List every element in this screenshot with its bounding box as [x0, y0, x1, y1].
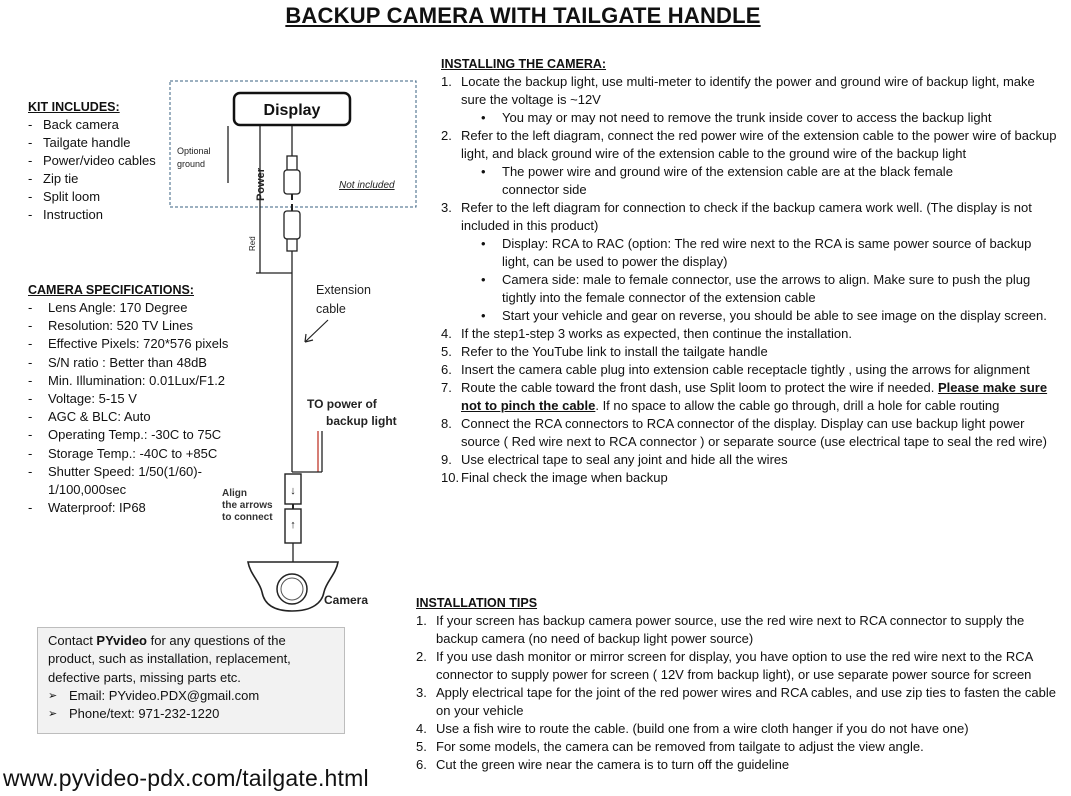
tip-text: For some models, the camera can be removed from tailgate to adjust the view angle. [436, 739, 924, 754]
step-item: 8. Connect the RCA connectors to RCA connector of the display. Display can use backup light power source ( Red wire next to RCA connector ) or separate source (use electrical tape to seal the red wire) [441, 416, 1047, 449]
step-item: 4. If the step1-step 3 works as expected, then continue the installation. [441, 326, 852, 341]
step-text: Locate the backup light, use multi-meter to identify the power and ground wire of backup light, make sure the voltage is ~12V [461, 74, 1035, 107]
step-text: . If no space to allow the cable go through, drill a hole for cable routing [595, 398, 1000, 413]
contact-line1 [48, 632, 336, 650]
contact-pre: Contact [48, 633, 97, 648]
contact-phone-item [48, 705, 336, 723]
spec-item: - S/N ratio : Better than 48dB [28, 354, 263, 372]
kit-section [28, 98, 178, 224]
tip-item: 4. Use a fish wire to route the cable. (build one from a wire cloth hanger if you do not have one) [416, 721, 969, 736]
optional-ground-label-2: ground [177, 159, 206, 169]
step-bullet: • Start your vehicle and gear on reverse, you should be able to see image on the display screen. [461, 307, 1059, 325]
align-connector-lower [285, 509, 301, 543]
page-title: BACKUP CAMERA WITH TAILGATE HANDLE [285, 3, 761, 28]
tip-item: 6. Cut the green wire near the camera is to turn off the guideline [416, 757, 790, 772]
tip-text: Cut the green wire near the camera is to turn off the guideline [436, 757, 790, 772]
kit-item: - Split loom [28, 188, 178, 206]
contact-line3: defective parts, missing parts etc. [48, 669, 241, 685]
red-wire-label: Red [248, 236, 257, 251]
display-label: Display [263, 102, 321, 119]
kit-item: - Tailgate handle [28, 134, 178, 152]
step-text: If the step1-step 3 works as expected, then continue the installation. [461, 326, 852, 341]
step-bullet: • The power wire and ground wire of the extension cable are at the black female connector side [461, 163, 1059, 199]
tips-list [416, 612, 1069, 774]
svg-text:↑: ↑ [290, 519, 296, 531]
tip-text: If your screen has backup camera power source, use the red wire next to RCA connector to supply the backup camera (no need of backup light power source) [436, 613, 1025, 646]
contact-brand: PYvideo [96, 633, 147, 648]
spec-item: - Waterproof: IP68 [28, 499, 263, 517]
wiring-diagram [160, 76, 422, 616]
tip-item: 2. If you use dash monitor or mirror screen for display, you have option to use the red wire next to the RCA connector to supply power for screen ( 12V from backup light), or use separate power source for screen [416, 649, 1033, 682]
align-label-2: the arrows [222, 500, 273, 511]
step-text: Use electrical tape to seal any joint and hide all the wires [461, 452, 788, 467]
arrow-bullet-icon: ➢ [48, 689, 58, 702]
kit-list [28, 116, 178, 224]
to-power-label-2: backup light [326, 414, 397, 428]
installing-steps [441, 73, 1059, 487]
optional-ground-label: Optional [177, 146, 211, 156]
step-text: Insert the camera cable plug into extension cable receptacle tightly , using the arrows for alignment [461, 362, 1030, 377]
contact-post: for any questions of the [147, 633, 286, 648]
kit-item: - Zip tie [28, 170, 178, 188]
extension-label-2: cable [316, 302, 346, 316]
step-text: Refer to the left diagram, connect the red power wire of the extension cable to the power wire of backup light, and black ground wire of the extension cable to the ground wire of the backup light [461, 128, 1057, 161]
spec-shutter-line2: 1/100,000sec [48, 482, 127, 498]
extension-pointer [305, 320, 328, 342]
tip-text: Apply electrical tape for the joint of the red power wires and RCA cables, and use zip ties to fasten the cable on your vehicle [436, 685, 1057, 718]
svg-text:↓: ↓ [290, 485, 296, 497]
step-item: 6. Insert the camera cable plug into extension cable receptacle tightly , using the arrows for alignment [441, 362, 1030, 377]
spec-item: - Min. Illumination: 0.01Lux/F1.2 [28, 372, 263, 390]
align-label-3: to connect [222, 512, 273, 523]
tips-section [416, 594, 1069, 774]
step-item: 3. Refer to the left diagram for connection to check if the backup camera work well. (The display is not included in this product) • Display: RCA to RAC (option: The red wire next to the RCA is same power source of backup light, can be used to power the display) • Camera side: male to female connector, use the arrows to align. Make sure to push the plug tightly into the female connector of the extension cable • Start your vehicle and gear on reverse, you should be able to see image on the display screen. [441, 199, 1059, 325]
rca-connector-female-icon [284, 204, 300, 251]
camera-label: Camera [324, 593, 369, 607]
spec-item: - Effective Pixels: 720*576 pixels [28, 335, 263, 353]
contact-line2: product, such as installation, replacement, [48, 651, 291, 667]
align-connector-upper [285, 474, 301, 504]
kit-heading: KIT INCLUDES: [28, 100, 120, 114]
step-text: Refer to the YouTube link to install the tailgate handle [461, 344, 768, 359]
spec-item: - Resolution: 520 TV Lines [28, 317, 263, 335]
not-included-label: Not included [339, 180, 395, 191]
spec-item: - Lens Angle: 170 Degree [28, 299, 263, 317]
spec-item: - Operating Temp.: -30C to 75C [28, 426, 263, 444]
contact-box [37, 627, 345, 734]
step-item: 9. Use electrical tape to seal any joint and hide all the wires [441, 452, 788, 467]
step-bullet: • Camera side: male to female connector, use the arrows to align. Make sure to push the plug tightly into the female connector of the extension cable [461, 271, 1059, 307]
specs-heading: CAMERA SPECIFICATIONS: [28, 283, 194, 297]
tip-item: 5. For some models, the camera can be removed from tailgate to adjust the view angle. [416, 739, 924, 754]
installing-heading: INSTALLING THE CAMERA: [441, 57, 607, 71]
spec-item: - Storage Temp.: -40C to +85C [28, 445, 263, 463]
contact-email-item [48, 687, 336, 705]
step-item: 10. Final check the image when backup [441, 470, 668, 485]
step-item: 7. Route the cable toward the front dash, use Split loom to protect the wire if needed. Please make sure not to pinch the cable. If no space to allow the cable go through, drill a hole for cable routing [441, 380, 1048, 413]
contact-phone: Phone/text: 971-232-1220 [69, 706, 220, 722]
step-text: Final check the image when backup [461, 470, 668, 485]
spec-item: - Voltage: 5-15 V [28, 390, 263, 408]
spec-shutter-line1: Shutter Speed: 1/50(1/60)- [48, 463, 202, 479]
rca-connector-male-icon [284, 156, 300, 200]
step-item: 2. Refer to the left diagram, connect the red power wire of the extension cable to the power wire of backup light, and black ground wire of the extension cable to the ground wire of the backup light • The power wire and ground wire of the extension cable are at the black female connector side [441, 127, 1059, 199]
extension-label: Extension [316, 283, 371, 297]
installing-section [441, 55, 1059, 487]
arrow-bullet-icon: ➢ [48, 708, 58, 721]
spec-item: - AGC & BLC: Auto [28, 408, 263, 426]
step-text: Refer to the left diagram for connection to check if the backup camera work well. (The display is not included in this product) [461, 200, 1032, 233]
power-label: Power [255, 167, 267, 201]
align-label: Align [222, 488, 247, 499]
tips-heading: INSTALLATION TIPS [416, 596, 538, 610]
step-bullet: • Display: RCA to RAC (option: The red wire next to the RCA is same power source of backup light, can be used to power the display) [461, 235, 1059, 271]
step-item: 1. Locate the backup light, use multi-meter to identify the power and ground wire of backup light, make sure the voltage is ~12V • You may or may not need to remove the trunk inside cover to access the backup light [441, 73, 1059, 127]
step-bullet: • You may or may not need to remove the trunk inside cover to access the backup light [461, 109, 1059, 127]
kit-item: - Instruction [28, 206, 178, 224]
tip-item: 3. Apply electrical tape for the joint of the red power wires and RCA cables, and use zip ties to fasten the cable on your vehicle [416, 685, 1057, 718]
step-warning: Please make sure not to pinch the cable [461, 380, 1048, 413]
website-link[interactable]: www.pyvideo-pdx.com/tailgate.html [3, 765, 369, 791]
step-text: Connect the RCA connectors to RCA connector of the display. Display can use backup light power source ( Red wire next to RCA connector ) or separate source (use electrical tape to seal the red wire) [461, 416, 1047, 449]
contact-email[interactable]: Email: PYvideo.PDX@gmail.com [69, 687, 260, 703]
tip-text: Use a fish wire to route the cable. (build one from a wire cloth hanger if you do not have one) [436, 721, 969, 736]
tip-text: If you use dash monitor or mirror screen for display, you have option to use the red wire next to the RCA connector to supply power for screen ( 12V from backup light), or use separate power source for screen [436, 649, 1033, 682]
to-power-label: TO power of [307, 397, 377, 411]
step-item: 5. Refer to the YouTube link to install the tailgate handle [441, 344, 768, 359]
tip-item: 1. If your screen has backup camera power source, use the red wire next to RCA connector to supply the backup camera (no need of backup light power source) [416, 613, 1025, 646]
step-text: Route the cable toward the front dash, use Split loom to protect the wire if needed. [461, 380, 938, 395]
kit-item: - Back camera [28, 116, 178, 134]
kit-item: - Power/video cables [28, 152, 178, 170]
